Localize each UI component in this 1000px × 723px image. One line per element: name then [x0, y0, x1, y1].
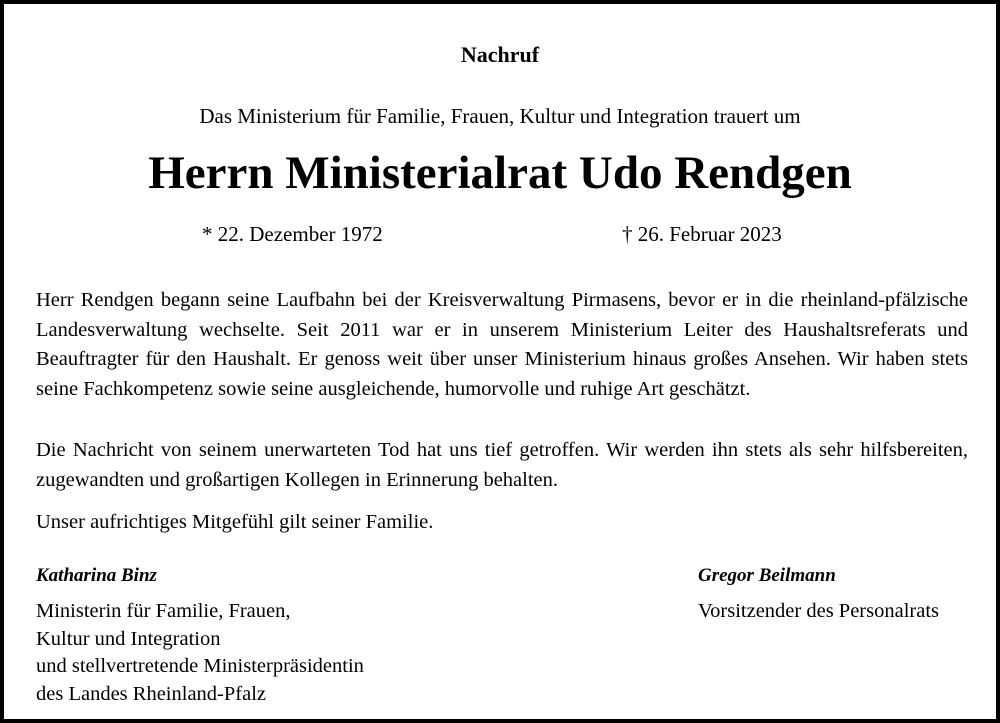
signatory-role-left [36, 598, 364, 708]
role-line: Vorsitzender des Personalrats [698, 600, 940, 622]
role-line: Ministerin für Familie, Frauen, [36, 600, 291, 622]
role-line: des Landes Rheinland-Pfalz [36, 682, 266, 705]
birth-date: * 22. Dezember 1972 [202, 222, 383, 246]
signatory-name-left: Katharina Binz [36, 565, 157, 586]
paragraph-career: Herr Rendgen begann seine Laufbahn bei der Kreisverwaltung Pirmasens, bevor er in die rheinland-pfälzische Landesverwaltung wechselte. Seit 2011 war er in unserem Ministerium Leiter des Haushaltsreferats und Beauftragter für den Haushalt. Er genoss weit über unser Ministerium hinaus großes Ansehen. Wir haben stets seine Fachkompetenz sowie seine ausgleichende, humorvolle und ruhige Art geschätzt. [36, 289, 968, 400]
paragraph-condolence: Die Nachricht von seinem unerwarteten Tod hat uns tief getroffen. Wir werden ihn stets als sehr hilfsbereiten, zugewandten und großartigen Kollegen in Erinnerung behalten. [36, 439, 968, 491]
notice-heading: Nachruf [460, 42, 540, 67]
paragraph-family: Unser aufrichtiges Mitgefühl gilt seiner Familie. [36, 511, 434, 533]
role-line: und stellvertretende Ministerpräsidentin [36, 655, 364, 677]
signatory-name-right: Gregor Beilmann [698, 565, 836, 586]
intro-line: Das Ministerium für Familie, Frauen, Kultur und Integration trauert um [199, 104, 801, 128]
signatory-role-right [698, 598, 939, 626]
role-line: Kultur und Integration [36, 627, 221, 650]
death-date: † 26. Februar 2023 [622, 222, 782, 246]
deceased-name: Herrn Ministerialrat Udo Rendgen [148, 147, 852, 199]
